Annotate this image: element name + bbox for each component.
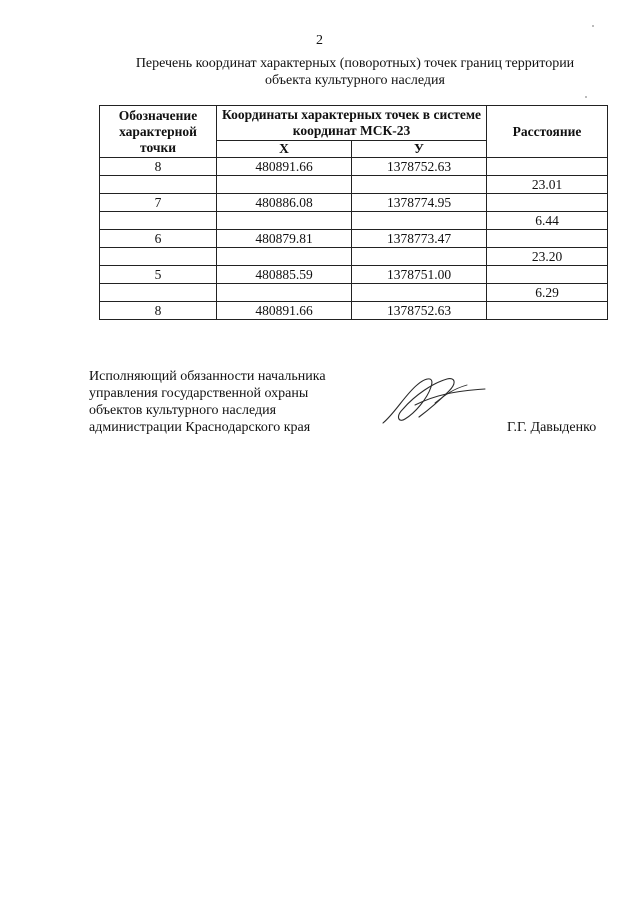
coordinates-table bbox=[99, 105, 608, 320]
cell-y bbox=[352, 248, 487, 266]
cell-x bbox=[217, 248, 352, 266]
cell-distance bbox=[487, 230, 608, 248]
document-title bbox=[100, 55, 610, 89]
cell-y bbox=[352, 176, 487, 194]
coordinates-table-body bbox=[100, 158, 608, 320]
signatory-line-1: Исполняющий обязанности начальника bbox=[89, 369, 326, 384]
cell-y: 1378751.00 bbox=[352, 266, 487, 284]
table-row bbox=[100, 248, 608, 266]
table-row bbox=[100, 230, 608, 248]
document-title-line-1: Перечень координат характерных (поворотных) точек границ территории bbox=[135, 56, 575, 71]
cell-y: 1378774.95 bbox=[352, 194, 487, 212]
cell-point bbox=[100, 284, 217, 302]
scan-dot bbox=[592, 25, 594, 27]
cell-point: 6 bbox=[100, 230, 217, 248]
table-row bbox=[100, 176, 608, 194]
cell-x bbox=[217, 284, 352, 302]
signatory-name: Г.Г. Давыденко bbox=[507, 420, 597, 435]
cell-y: 1378752.63 bbox=[352, 158, 487, 176]
signatory-line-4: администрации Краснодарского края bbox=[89, 420, 311, 435]
signatory-line-3: объектов культурного наследия bbox=[89, 403, 277, 418]
cell-point: 5 bbox=[100, 266, 217, 284]
cell-distance bbox=[487, 302, 608, 320]
page-number: 2 bbox=[316, 33, 323, 48]
table-row bbox=[100, 212, 608, 230]
cell-distance: 6.29 bbox=[487, 284, 608, 302]
cell-y bbox=[352, 212, 487, 230]
header-x: X bbox=[217, 141, 352, 158]
cell-point: 8 bbox=[100, 158, 217, 176]
header-y: У bbox=[352, 141, 487, 158]
signatory-position bbox=[89, 368, 326, 436]
scan-dot bbox=[585, 96, 587, 98]
table-row bbox=[100, 158, 608, 176]
cell-x: 480879.81 bbox=[217, 230, 352, 248]
cell-y: 1378773.47 bbox=[352, 230, 487, 248]
cell-point bbox=[100, 176, 217, 194]
cell-distance: 6.44 bbox=[487, 212, 608, 230]
table-row bbox=[100, 302, 608, 320]
cell-distance: 23.20 bbox=[487, 248, 608, 266]
cell-distance bbox=[487, 266, 608, 284]
table-row bbox=[100, 194, 608, 212]
cell-distance bbox=[487, 194, 608, 212]
cell-y: 1378752.63 bbox=[352, 302, 487, 320]
cell-x: 480885.59 bbox=[217, 266, 352, 284]
cell-point: 7 bbox=[100, 194, 217, 212]
cell-x bbox=[217, 212, 352, 230]
cell-x: 480891.66 bbox=[217, 302, 352, 320]
header-point: Обозначение характерной точки bbox=[100, 106, 217, 158]
cell-point: 8 bbox=[100, 302, 217, 320]
cell-x: 480886.08 bbox=[217, 194, 352, 212]
table-row bbox=[100, 266, 608, 284]
signatory-line-2: управления государственной охраны bbox=[89, 386, 309, 401]
header-distance: Расстояние bbox=[487, 106, 608, 158]
handwritten-signature bbox=[375, 365, 495, 435]
cell-x bbox=[217, 176, 352, 194]
table-row bbox=[100, 284, 608, 302]
cell-y bbox=[352, 284, 487, 302]
document-title-line-2: объекта культурного наследия bbox=[265, 73, 445, 88]
cell-x: 480891.66 bbox=[217, 158, 352, 176]
cell-point bbox=[100, 212, 217, 230]
cell-distance: 23.01 bbox=[487, 176, 608, 194]
header-coords: Координаты характерных точек в системе координат МСК-23 bbox=[217, 106, 487, 141]
cell-point bbox=[100, 248, 217, 266]
cell-distance bbox=[487, 158, 608, 176]
